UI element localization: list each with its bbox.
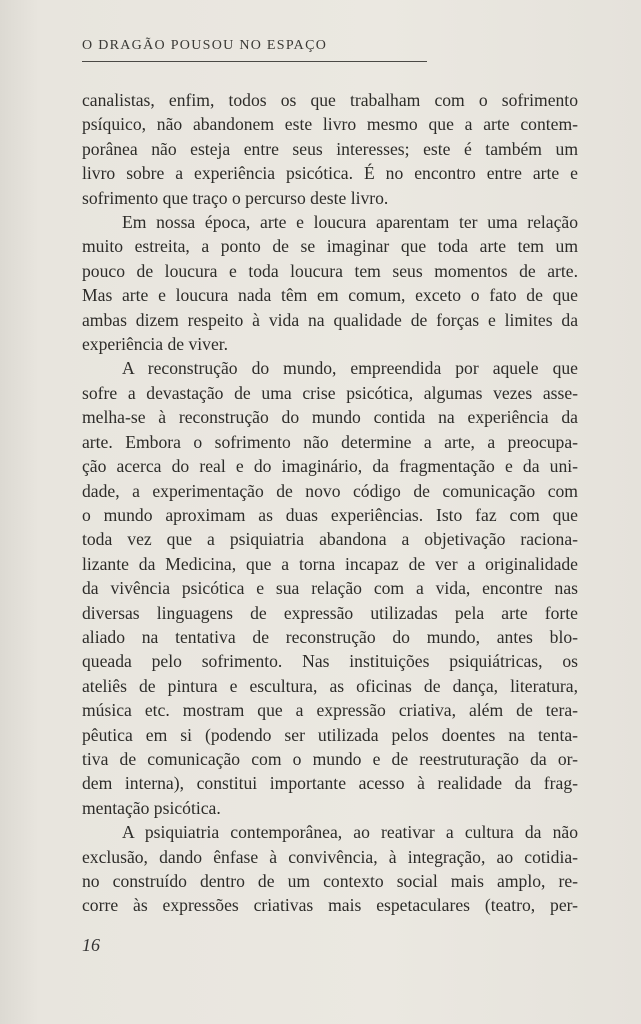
text-line: dade, a experimentação de novo código de comunicação com: [82, 480, 578, 501]
paragraph: [82, 210, 578, 356]
text-line: mentação psicótica.: [82, 797, 221, 818]
text-line: melha-se à reconstrução do mundo contida na experiência da: [82, 407, 578, 428]
page-number: 16: [82, 935, 100, 955]
text-line: dem interna), constitui importante acesso à realidade da frag-: [82, 773, 578, 794]
text-line: queada pelo sofrimento. Nas instituições psiquiátricas, os: [82, 651, 578, 672]
text-line: livro sobre a experiência psicótica. É no encontro entre arte e: [82, 163, 578, 184]
text-line: no construído dentro de um contexto social mais amplo, re-: [82, 871, 578, 891]
text-line: sofre a devastação de uma crise psicótica, algumas vezes asse-: [82, 382, 578, 403]
text-line: A psiquiatria contemporânea, ao reativar a cultura da não: [122, 822, 578, 843]
text-line: pouco de loucura e toda loucura tem seus momentos de arte.: [82, 260, 578, 281]
text-line: corre às expressões criativas mais espetaculares (teatro, per-: [82, 895, 578, 916]
text-line: aliado na tentativa de reconstrução do mundo, antes blo-: [82, 626, 578, 647]
text-line: lizante da Medicina, que a torna incapaz de ver a originalidade: [82, 553, 578, 574]
text-line: música etc. mostram que a expressão criativa, além de tera-: [82, 700, 578, 721]
text-line: experiência de viver.: [82, 334, 229, 355]
header-rule: [82, 61, 427, 62]
text-line: tiva de comunicação com o mundo e de reestruturação da or-: [82, 748, 578, 769]
body-text: [82, 88, 578, 918]
text-line: arte. Embora o sofrimento não determine a arte, a preocupa-: [82, 431, 578, 452]
text-line: psíquico, não abandonem este livro mesmo que a arte contem-: [82, 114, 578, 135]
paragraph: [82, 88, 578, 210]
paragraph: [82, 820, 578, 918]
text-line: ambas dizem respeito à vida na qualidade de forças e limites da: [82, 309, 578, 330]
text-line: ção acerca do real e do imaginário, da fragmentação e da uni-: [82, 456, 578, 477]
text-line: muito estreita, a ponto de se imaginar que toda arte tem um: [82, 236, 578, 257]
paragraph: [82, 356, 578, 820]
text-line: sofrimento que traço o percurso deste livro.: [82, 187, 389, 208]
text-line: canalistas, enfim, todos os que trabalham com o sofrimento: [82, 90, 578, 110]
text-line: ateliês de pintura e escultura, as oficinas de dança, literatura,: [82, 675, 578, 696]
text-line: da vivência psicótica e sua relação com a vida, encontre nas: [82, 578, 578, 599]
text-line: A reconstrução do mundo, empreendida por aquele que: [122, 358, 578, 379]
text-line: exclusão, dando ênfase à convivência, à integração, ao cotidia-: [82, 846, 578, 867]
text-line: toda vez que a psiquiatria abandona a objetivação raciona-: [82, 529, 578, 550]
text-line: pêutica em si (podendo ser utilizada pelos doentes na tenta-: [82, 724, 578, 745]
text-line: diversas linguagens de expressão utilizadas pela arte forte: [82, 602, 578, 623]
text-line: o mundo aproximam as duas experiências. Isto faz com que: [82, 504, 578, 525]
running-head: O DRAGÃO POUSOU NO ESPAÇO: [82, 38, 328, 53]
text-line: porânea não esteja entre seus interesses; este é também um: [82, 138, 578, 159]
text-line: Mas arte e loucura nada têm em comum, exceto o fato de que: [82, 285, 578, 306]
text-line: Em nossa época, arte e loucura aparentam ter uma relação: [122, 212, 578, 233]
